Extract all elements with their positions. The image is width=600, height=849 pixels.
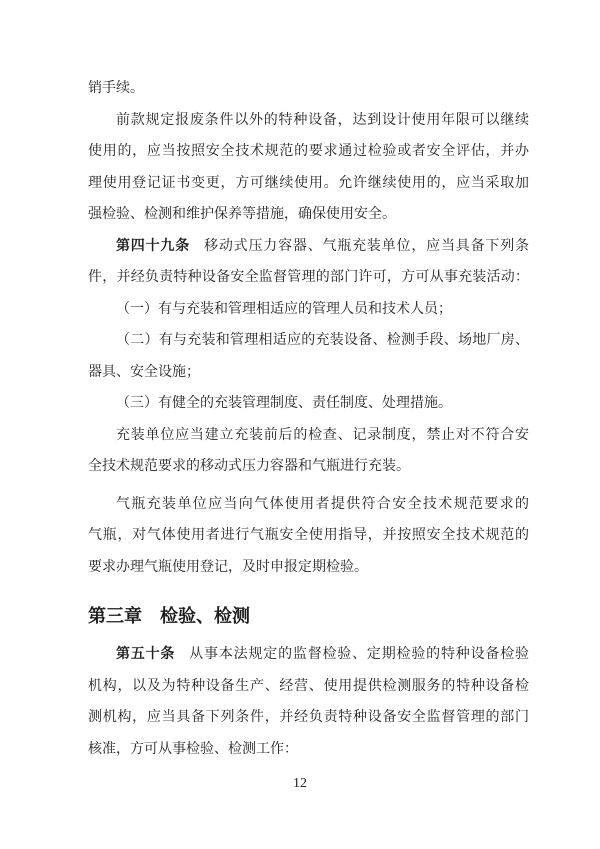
paragraph-continuation bbox=[88, 73, 529, 105]
article-50-label: 第五十条 bbox=[116, 647, 176, 662]
chapter-number: 第三章 bbox=[88, 606, 142, 626]
article-49-label: 第四十九条 bbox=[116, 238, 191, 254]
paragraph-item-3 bbox=[88, 388, 529, 420]
text-line: 前款规定报废条件以外的特种设备，达到设计使用年限可以继续 bbox=[116, 112, 529, 128]
text-line: 理使用登记证书变更，方可继续使用。允许继续使用的，应当采取加 bbox=[88, 175, 529, 191]
page-number: 12 bbox=[293, 776, 307, 791]
text-line: 全技术规范要求的移动式压力容器和气瓶进行充装。 bbox=[88, 459, 410, 474]
paragraph-article-49-clause-3 bbox=[88, 489, 529, 584]
text-line: 销手续。 bbox=[88, 81, 144, 96]
text-line: 核准，方可从事检验、检测工作： bbox=[88, 741, 298, 757]
text-line: 器具、安全设施； bbox=[88, 364, 200, 380]
text-line bbox=[88, 639, 529, 671]
paragraph-article-50 bbox=[88, 639, 529, 765]
chapter-title: 检验、检测 bbox=[160, 606, 250, 626]
text-line: 测机构，应当具备下列条件，并经负责特种设备安全监督管理的部门 bbox=[88, 710, 529, 725]
text-line: （一）有与充装和管理相适应的管理人员和技术人员； bbox=[116, 301, 452, 317]
chapter-heading bbox=[88, 602, 529, 630]
paragraph-article-49 bbox=[88, 231, 529, 294]
text-line: 强检验、检测和维护保养等措施，确保使用安全。 bbox=[88, 207, 396, 222]
paragraph-article-48-clause-2 bbox=[88, 105, 529, 231]
article-50-text: 从事本法规定的监督检验、定期检验的特种设备检验 bbox=[189, 647, 530, 662]
paragraph-article-49-clause-2 bbox=[88, 420, 529, 483]
text-line: （二）有与充装和管理相适应的充装设备、检测手段、场地厂房、 bbox=[116, 333, 529, 348]
text-line bbox=[88, 231, 529, 263]
text-line: 气瓶充装单位应当向气体使用者提供符合安全技术规范要求的 bbox=[116, 496, 529, 512]
text-line: 使用的，应当按照安全技术规范的要求通过检验或者安全评估，并办 bbox=[88, 144, 529, 159]
paragraph-item-2 bbox=[88, 325, 529, 388]
text-line: 机构，以及为特种设备生产、经营、使用提供检测服务的特种设备检 bbox=[88, 678, 529, 694]
text-line: 气瓶，对气体使用者进行气瓶安全使用指导，并按照安全技术规范的 bbox=[88, 528, 529, 543]
text-line: 件，并经负责特种设备安全监督管理的部门许可，方可从事充装活动： bbox=[88, 270, 529, 285]
text-line: 要求办理气瓶使用登记，及时申报定期检验。 bbox=[88, 559, 368, 575]
text-line: 充装单位应当建立充装前后的检查、记录制度，禁止对不符合安 bbox=[116, 427, 529, 443]
text-line: （三）有健全的充装管理制度、责任制度、处理措施。 bbox=[116, 396, 452, 411]
article-49-text: 移动式压力容器、气瓶充装单位，应当具备下列条 bbox=[204, 238, 530, 254]
paragraph-item-1 bbox=[88, 294, 529, 326]
